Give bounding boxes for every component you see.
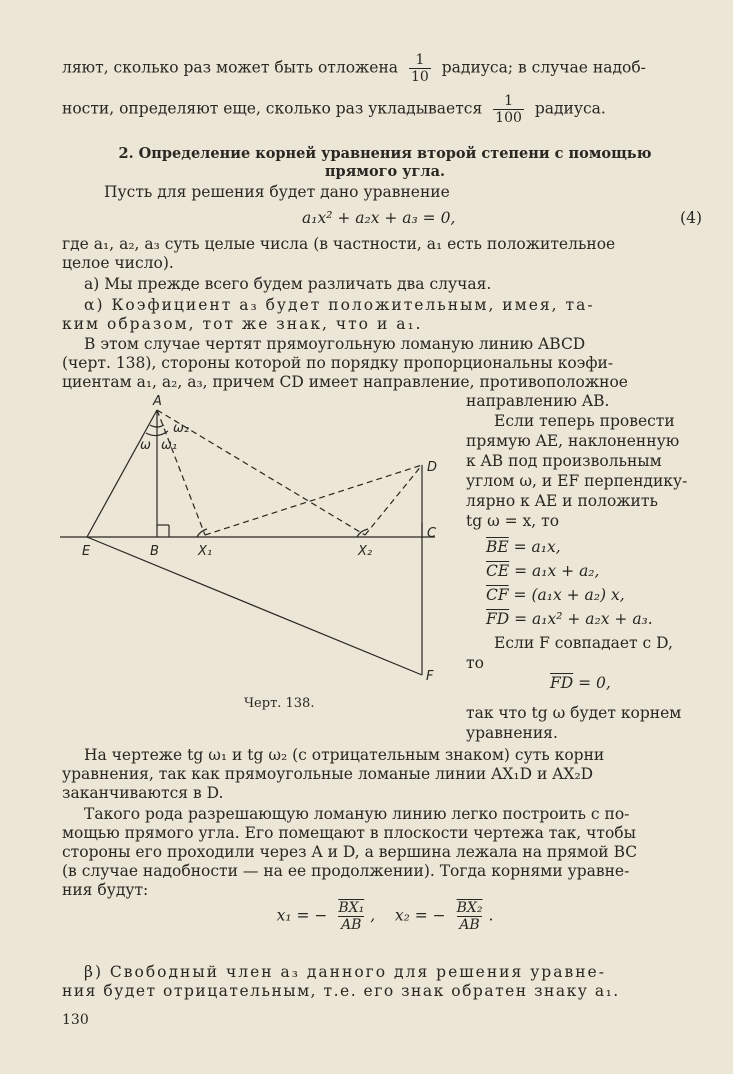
text-segment: радиуса; в случае надоб- <box>441 58 646 77</box>
roots-formula: x₁ = − $\frac{\text{BX₁}}{AB}$ , x₂ = − $\frac{\text{BX₂}}{AB}$ . <box>276 900 494 933</box>
column-line: прямую AE, наклоненную <box>466 432 680 450</box>
label-f: F <box>426 669 434 684</box>
text-line <box>62 93 708 126</box>
paragraph-line: Такого рода разрешающую ломаную линию легко построить с по- <box>84 805 630 823</box>
label-c: C <box>427 526 437 541</box>
paragraph-line: уравнения, так как прямоугольные ломаные линии AX₁D и AX₂D <box>62 765 594 783</box>
paragraph-line: (в случае надобности — на ее продолжении). Тогда корнями уравне- <box>62 862 630 880</box>
paragraph-line: мощью прямого угла. Его помещают в плоскости чертежа так, чтобы <box>62 824 636 842</box>
column-line: к AB под произвольным <box>466 452 662 470</box>
column-line: лярно к AE и положить <box>466 492 658 510</box>
column-line: так что tg ω будет корнем <box>466 704 682 722</box>
column-line: tg ω = x, то <box>466 512 560 530</box>
side-column <box>466 391 710 743</box>
paragraph-line: где a₁, a₂, a₃ суть целые числа (в частности, a₁ есть положительное <box>62 235 616 253</box>
formula-line: $\overline{BE} = a_1x$, <box>486 538 561 556</box>
paragraph-line: ния будут: <box>62 881 149 899</box>
column-line: направлению AB. <box>466 392 610 410</box>
paragraph-line: На чертеже tg ω₁ и tg ω₂ (с отрицательным знаком) суть корни <box>84 746 605 764</box>
fraction: $\frac{\text{BX₂}}{AB}$ <box>456 900 483 933</box>
angle-mark <box>197 529 207 537</box>
text-segment: ляют, сколько раз может быть отложена <box>62 58 399 77</box>
fraction: $\frac{1}{100}$ <box>495 93 522 126</box>
paragraph-line: целое число). <box>62 254 174 272</box>
line-ae <box>87 410 157 537</box>
label-omega1: ω₁ <box>161 438 178 453</box>
label-x1: X₁ <box>198 544 213 559</box>
label-x2: X₂ <box>358 544 373 559</box>
paragraph-line: циентам a₁, a₂, a₃, причем CD имеет направление, противоположное <box>62 373 628 391</box>
text-segment: радиуса. <box>534 99 606 118</box>
column-line: уравнения. <box>466 724 558 742</box>
paragraph-line: ким образом, тот же знак, что и a₁. <box>62 315 423 333</box>
paragraph-line: β) Свободный член a₃ данного для решения уравне- <box>84 963 606 981</box>
section-heading: 2. Определение корней уравнения второй степени с помощью <box>118 145 652 162</box>
root-lhs: x₂ = − <box>394 906 446 925</box>
fraction: $\frac{\text{BX₁}}{AB}$ <box>338 900 365 933</box>
geometric-figure <box>60 385 460 685</box>
paragraph-line: (черт. 138), стороны которой по порядку пропорциональны коэфи- <box>62 354 614 372</box>
column-line: Если теперь провести <box>494 412 675 430</box>
label-b: B <box>150 544 159 559</box>
label-e: E <box>82 544 91 559</box>
section-heading: прямого угла. <box>324 163 446 180</box>
paragraph-line: В этом случае чертят прямоугольную ломаную линию ABCD <box>84 335 586 353</box>
page-number: 130 <box>62 1012 89 1028</box>
formula-line: $\overline{CF} = (a_1x + a_2)$ x, <box>486 586 625 604</box>
paragraph-line: Пусть для решения будет дано уравнение <box>104 183 450 201</box>
line-x2d <box>365 465 422 535</box>
column-line: Если F совпадает с D, <box>494 634 673 652</box>
text-line <box>62 52 708 85</box>
label-d: D <box>427 460 438 475</box>
label-omega2: ω₂ <box>173 421 190 436</box>
paragraph-line: а) Мы прежде всего будем различать два случая. <box>84 275 492 293</box>
column-line: то <box>466 654 484 672</box>
paragraph-line: заканчиваются в D. <box>62 784 224 802</box>
formula-line: $\overline{FD} = 0$, <box>550 674 611 692</box>
text-segment: ности, определяют еще, сколько раз укладывается <box>62 99 483 118</box>
root-lhs: x₁ = − <box>276 906 328 925</box>
equation-number: (4) <box>680 209 702 227</box>
paragraph-line: ния будет отрицательным, т.е. его знак обратен знаку a₁. <box>62 982 620 1000</box>
label-a: A <box>153 394 162 409</box>
column-line: углом ω, и EF перпендику- <box>466 472 688 490</box>
paragraph-line: стороны его проходили через A и D, а вершина лежала на прямой BC <box>62 843 638 861</box>
formula-line: $\overline{CE} = a_1x + a_2$, <box>486 562 600 580</box>
formula-line: $\overline{FD} = a_1x^2 + a_2x + a_3$. <box>486 610 653 628</box>
equation: a₁x² + a₂x + a₃ = 0, <box>302 209 456 227</box>
figure-caption: Черт. 138. <box>244 696 315 711</box>
paragraph-line: α) Коэфициент a₃ будет положительным, имея, та- <box>84 296 595 314</box>
fraction: $\frac{1}{10}$ <box>410 52 429 85</box>
line-x1d <box>205 465 422 535</box>
label-omega: ω <box>140 438 151 453</box>
